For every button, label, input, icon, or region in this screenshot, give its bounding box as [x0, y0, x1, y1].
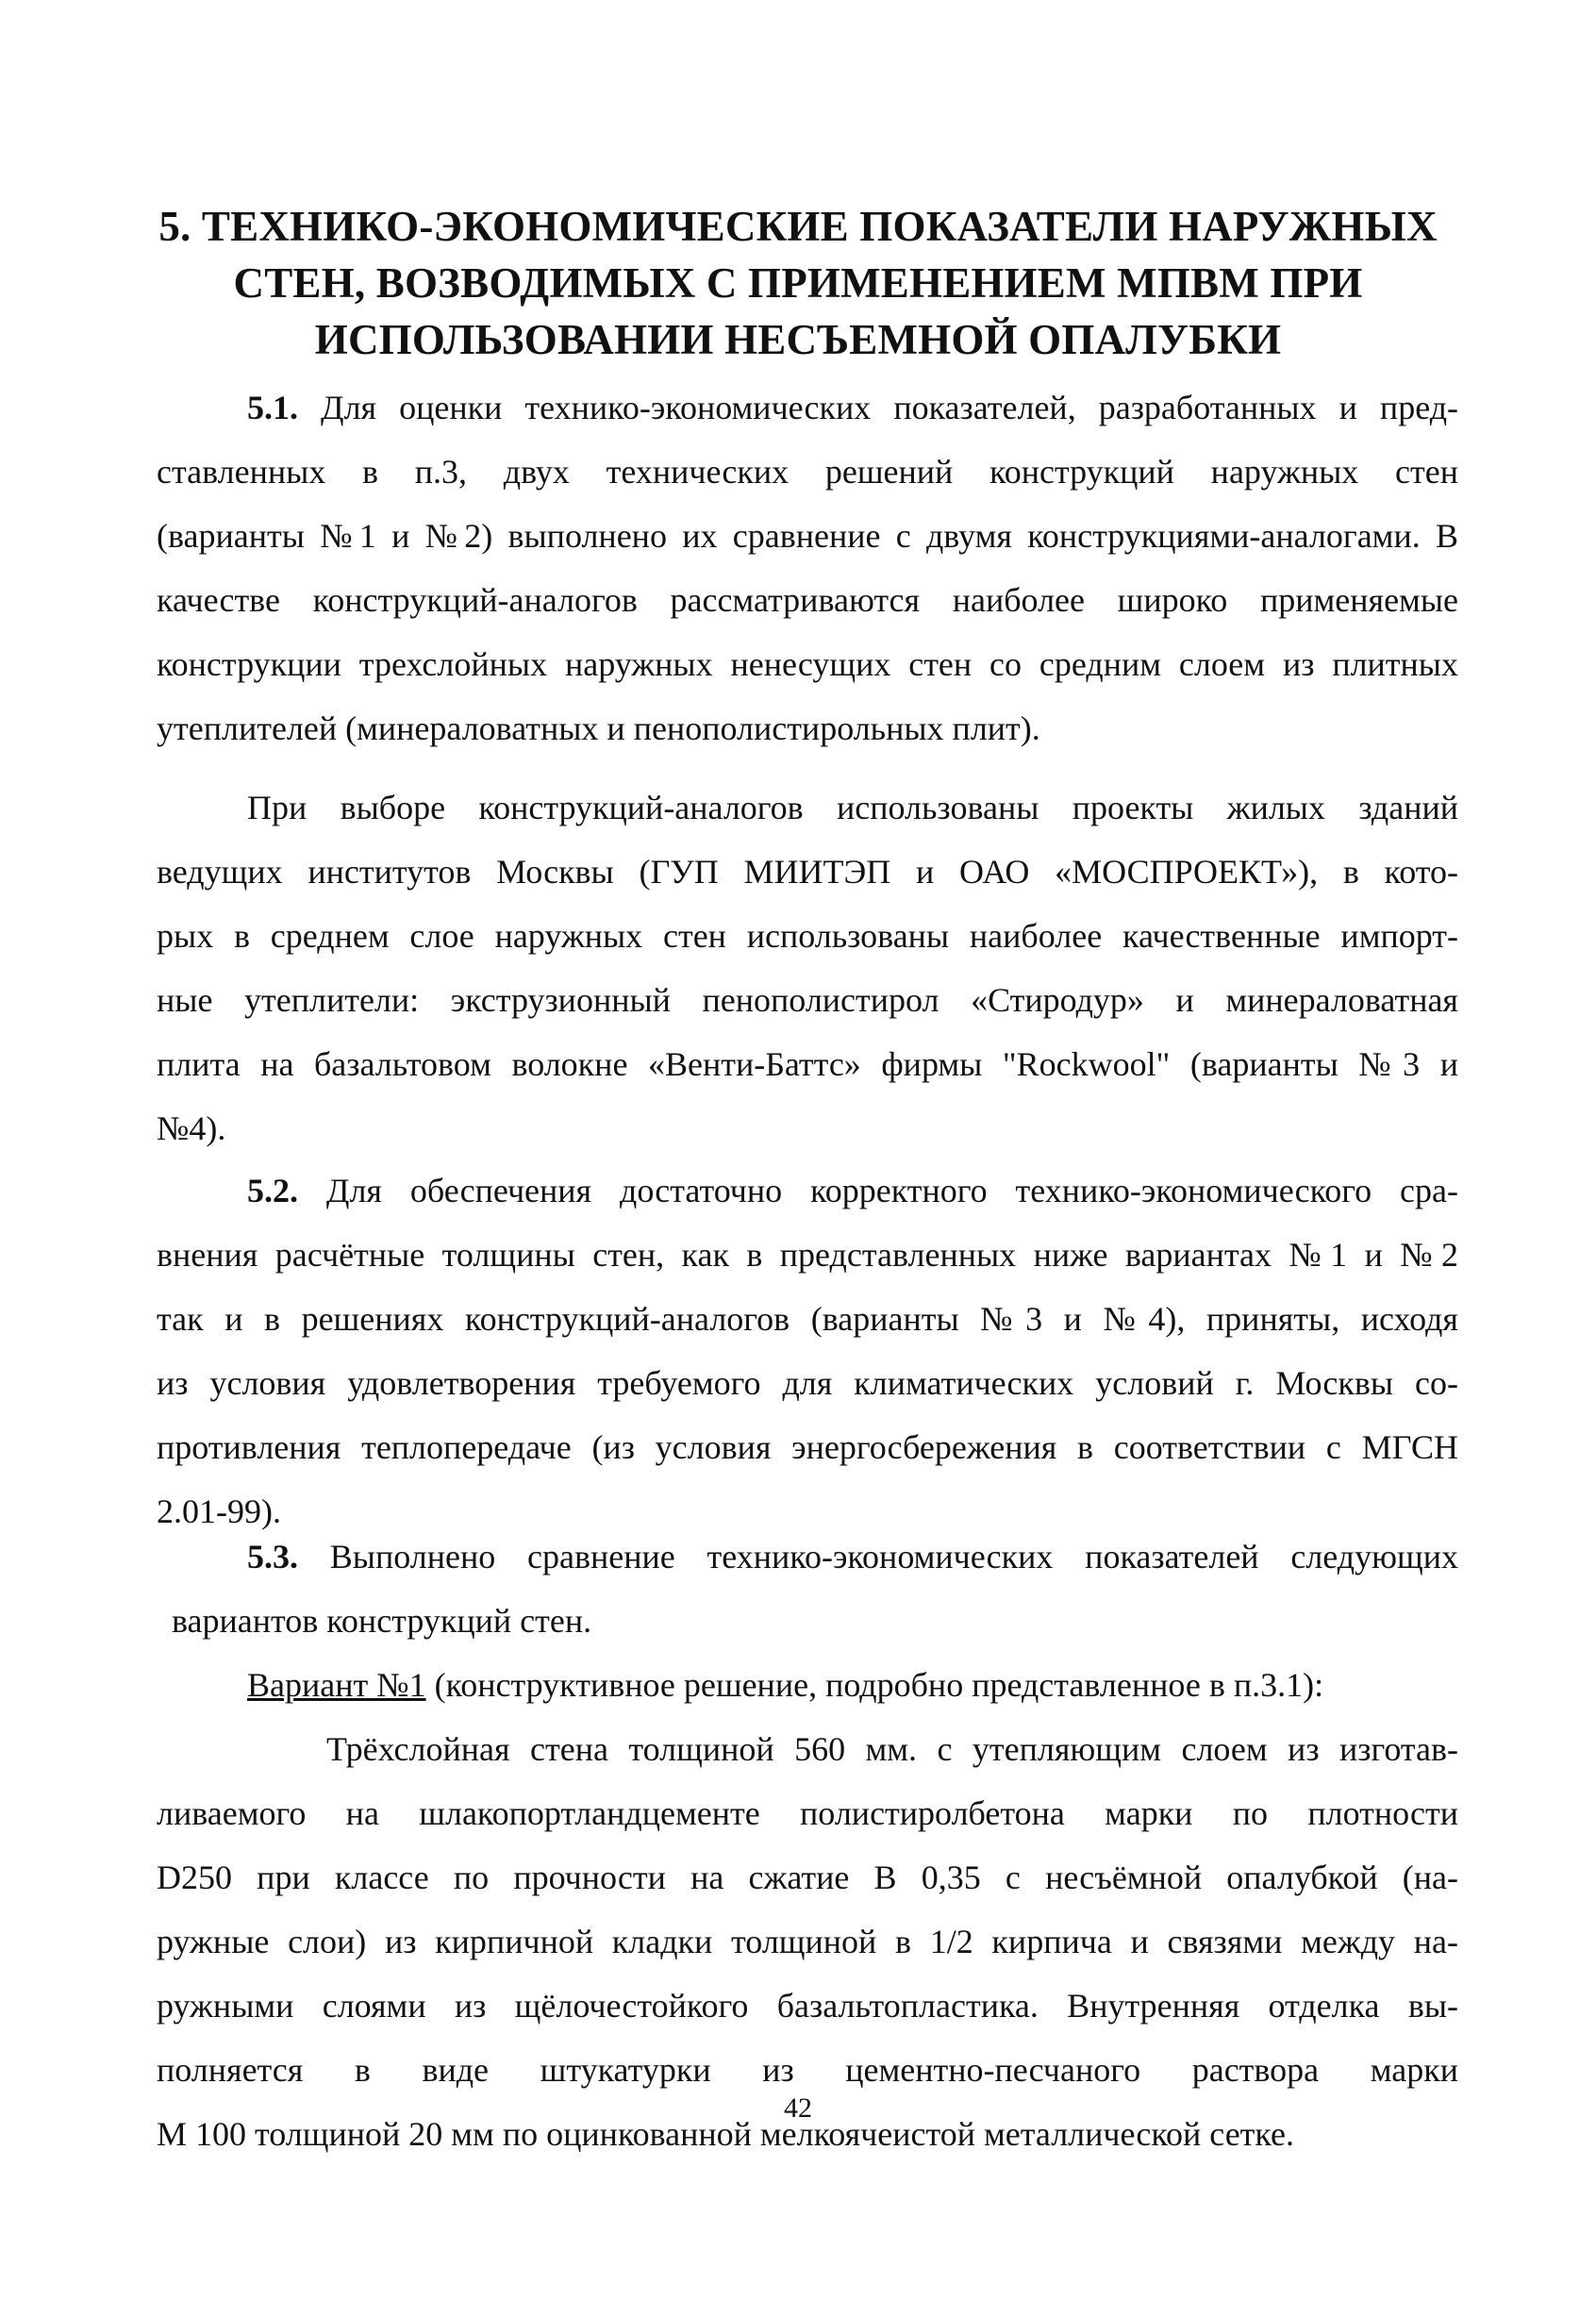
paragraph-line: 2.01-99).: [157, 1492, 281, 1530]
paragraph-line: D250 при классе по прочности на сжатие В 0,35 с несъёмной опалубкой (на-: [157, 1859, 1458, 1896]
paragraph-line: №4).: [157, 1109, 226, 1147]
paragraph-line: М 100 толщиной 20 мм по оцинкованной мелкоячеистой металлической сетке.: [157, 2115, 1294, 2153]
variant-heading: [157, 1653, 1458, 1717]
paragraph-line: ливаемого на шлакопортландцементе полистиролбетона марки по плотности: [157, 1794, 1458, 1832]
paragraph-analogs: [157, 775, 1458, 1160]
paragraph-line: ставленных в п.3, двух технических решений конструкций наружных стен: [157, 453, 1458, 491]
paragraph-5-2: [157, 1158, 1458, 1543]
paragraph-line: (варианты №1 и №2) выполнено их сравнение с двумя конструкциями-аналогами. В: [157, 517, 1458, 555]
paragraph-line: вариантов конструкций стен.: [172, 1602, 592, 1640]
paragraph-line: утеплителей (минераловатных и пенополистирольных плит).: [157, 709, 1040, 747]
heading-line-3: ИСПОЛЬЗОВАНИИ НЕСЪЕМНОЙ ОПАЛУБКИ: [314, 316, 1282, 363]
paragraph-5-3: [157, 1525, 1458, 1653]
paragraph-line: 5.2. Для обеспечения достаточно корректного технико-экономического сра-: [247, 1172, 1458, 1209]
paragraph-line: Трёхслойная стена толщиной 560 мм. с утепляющим слоем из изготав-: [326, 1730, 1458, 1768]
clause-number: 5.1.: [247, 389, 298, 426]
paragraph-line: рых в среднем слое наружных стен использованы наиболее качественные импорт-: [157, 917, 1458, 955]
clause-number: 5.2.: [247, 1172, 298, 1209]
paragraph-line: из условия удовлетворения требуемого для климатических условий г. Москвы со-: [157, 1364, 1458, 1402]
paragraph-line: 5.1. Для оценки технико-экономических показателей, разработанных и пред-: [247, 389, 1458, 426]
paragraph-5-1: [157, 375, 1458, 760]
paragraph-line: противления теплопередаче (из условия энергосбережения в соответствии с МГСН: [157, 1428, 1458, 1466]
paragraph-line: полняется в виде штукатурки из цементно-песчаного раствора марки: [157, 2051, 1458, 2089]
paragraph-line: ружными слоями из щёлочестойкого базальтопластика. Внутренняя отделка вы-: [157, 1987, 1458, 2025]
paragraph-line: конструкции трехслойных наружных ненесущих стен со средним слоем из плитных: [157, 645, 1458, 683]
paragraph-line: ружные слои) из кирпичной кладки толщиной в 1/2 кирпича и связями между на-: [157, 1923, 1458, 1960]
paragraph-line: внения расчётные толщины стен, как в представленных ниже вариантах №1 и №2: [157, 1236, 1458, 1274]
variant-label: Вариант №1: [247, 1666, 426, 1704]
paragraph-line: качестве конструкций-аналогов рассматриваются наиболее широко применяемые: [157, 581, 1458, 619]
paragraph-line: При выборе конструкций-аналогов использованы проекты жилых зданий: [247, 789, 1458, 826]
paragraph-line: плита на базальтовом волокне «Венти-Баттс» фирмы "Rockwool" (варианты №3 и: [157, 1045, 1458, 1083]
heading-line-2: СТЕН, ВОЗВОДИМЫХ С ПРИМЕНЕНИЕМ МПВМ ПРИ: [233, 259, 1363, 307]
paragraph-line: Вариант №1 (конструктивное решение, подробно представленное в п.3.1):: [247, 1666, 1324, 1704]
paragraph-line: ные утеплители: экструзионный пенополистирол «Стиродур» и минераловатная: [157, 981, 1458, 1019]
paragraph-line: так и в решениях конструкций-аналогов (варианты №3 и №4), приняты, исходя: [157, 1300, 1458, 1338]
clause-number: 5.3.: [247, 1538, 298, 1575]
paragraph-line: ведущих институтов Москвы (ГУП МИИТЭП и ОАО «МОСПРОЕКТ»), в кото-: [157, 853, 1458, 891]
heading-line-1: 5. ТЕХНИКО-ЭКОНОМИЧЕСКИЕ ПОКАЗАТЕЛИ НАРУЖНЫХ: [158, 203, 1438, 250]
page-number: 42: [784, 2092, 812, 2124]
section-heading: [141, 198, 1455, 368]
paragraph-line: 5.3. Выполнено сравнение технико-экономических показателей следующих: [247, 1538, 1458, 1575]
